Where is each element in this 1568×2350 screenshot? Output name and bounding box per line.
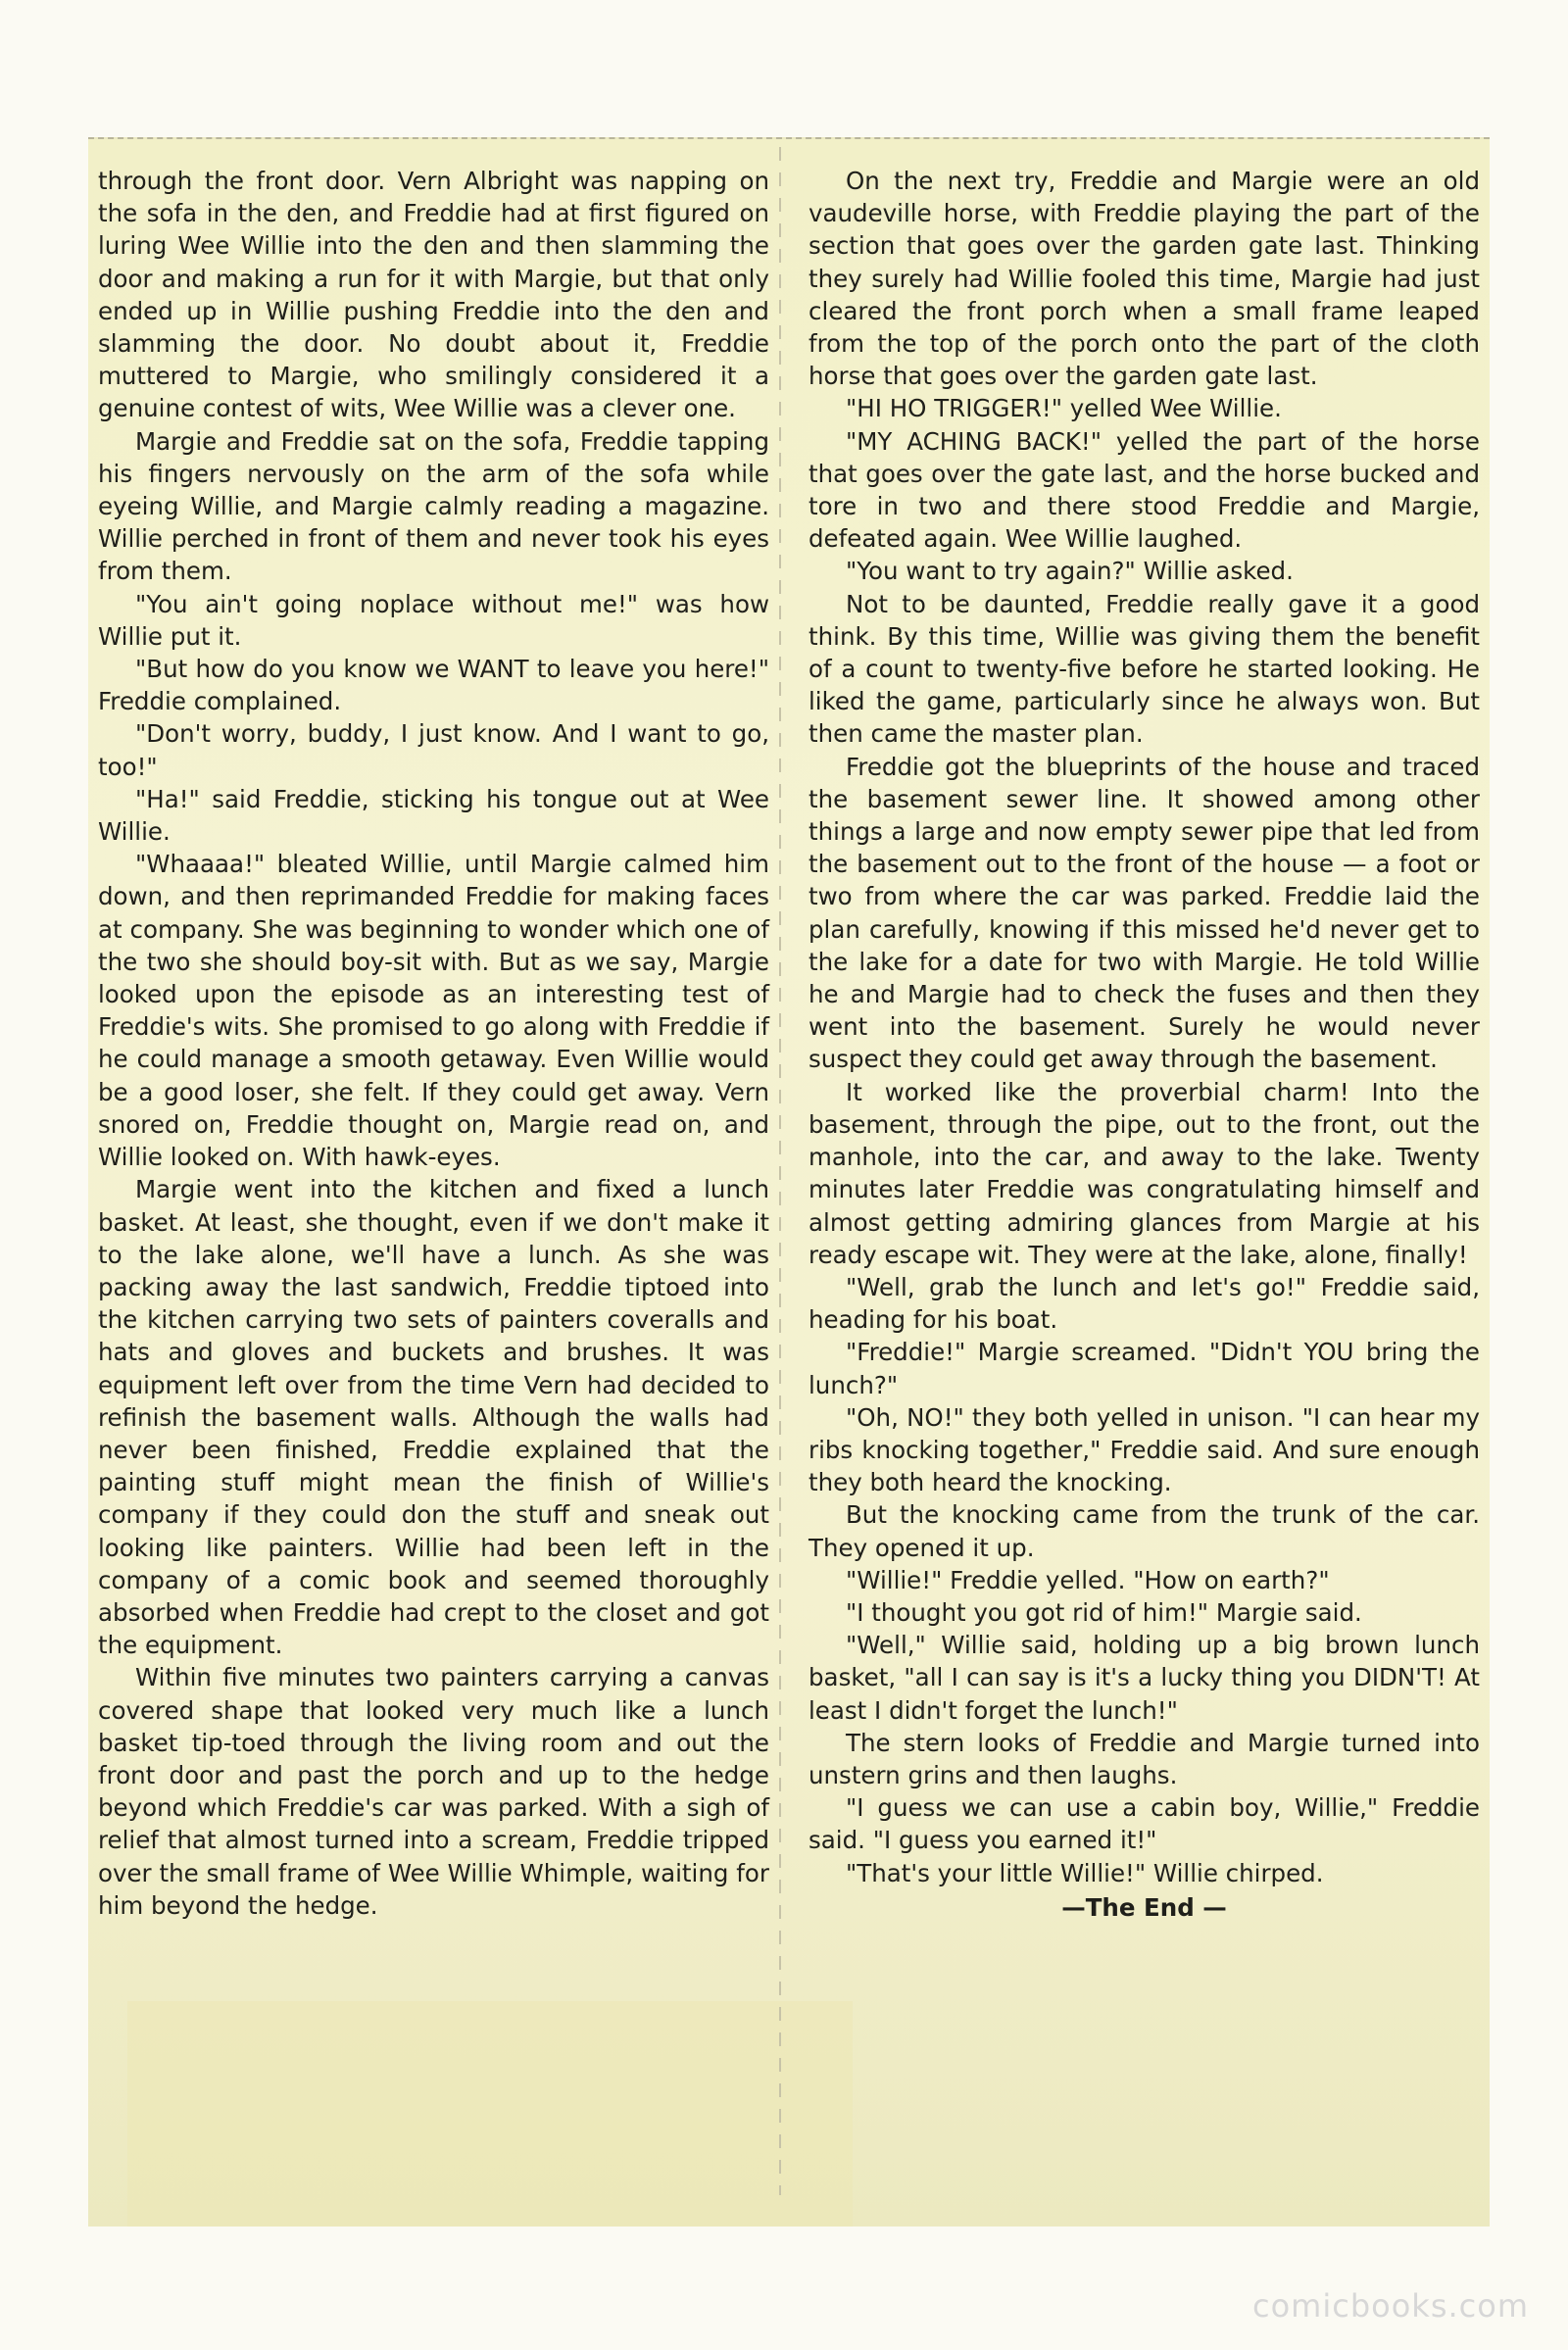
paragraph: "That's your little Willie!" Willie chirped. bbox=[846, 1858, 1324, 1887]
paragraph: "HI HO TRIGGER!" yelled Wee Willie. bbox=[846, 394, 1282, 423]
paragraph: "But how do you know we WANT to leave you here!" Freddie complained. bbox=[98, 655, 769, 716]
right-column bbox=[808, 165, 1480, 1924]
paragraph: Within five minutes two painters carrying a canvas covered shape that looked very much like a lunch basket tip-toed through the living room and out the front door and past the porch and up to the hedge beyond which Freddie's car was parked. With a sigh of relief that almost turned into a scream, Freddie tripped over the small frame of Wee Willie Whimple, waiting for him beyond the hedge. bbox=[98, 1663, 769, 1920]
paragraph: through the front door. Vern Albright was napping on the sofa in the den, and Freddie had at first figured on luring Wee Willie into the den and then slamming the door and making a run for it with Margie, but that only ended up in Willie pushing Freddie into the den and slamming the door. No doubt about it, Freddie muttered to Margie, who smilingly considered it a genuine contest of wits, Wee Willie was a clever one. bbox=[98, 167, 769, 423]
paragraph: On the next try, Freddie and Margie were an old vaudeville horse, with Freddie playing the part of the section that goes over the garden gate last. Thinking they surely had Willie fooled this time, Margie had just cleared the front porch when a small frame leaped from the top of the porch onto the part of the cloth horse that goes over the garden gate last. bbox=[808, 167, 1480, 391]
paragraph: "Ha!" said Freddie, sticking his tongue out at Wee Willie. bbox=[98, 784, 769, 847]
paragraph: "Well, grab the lunch and let's go!" Freddie said, heading for his boat. bbox=[808, 1272, 1480, 1335]
paragraph: "Willie!" Freddie yelled. "How on earth?" bbox=[846, 1565, 1330, 1594]
left-column bbox=[98, 165, 769, 1922]
paragraph: "You ain't going noplace without me!" was how Willie put it. bbox=[98, 589, 769, 651]
paragraph: Freddie got the blueprints of the house and traced the basement sewer line. It showed among other things a large and now empty sewer pipe that led from the basement out to the front of the house — a foot or two from where the car was parked. Freddie laid the plan carefully, knowing if this missed he'd never get to the lake for a date for two with Margie. He told Willie he and Margie had to check the fuses and then they went into the basement. Surely he would never suspect they could get away through the basement. bbox=[808, 752, 1480, 1074]
paragraph: "I guess we can use a cabin boy, Willie," Freddie said. "I guess you earned it!" bbox=[808, 1793, 1480, 1855]
paragraph: The stern looks of Freddie and Margie turned into unstern grins and then laughs. bbox=[808, 1728, 1480, 1789]
paragraph: "You want to try again?" Willie asked. bbox=[846, 557, 1294, 586]
watermark: comicbooks.com bbox=[1251, 2287, 1529, 2325]
paragraph: "I thought you got rid of him!" Margie said. bbox=[846, 1597, 1362, 1627]
panel-tint bbox=[127, 2001, 853, 2227]
paragraph: Margie went into the kitchen and fixed a lunch basket. At least, she thought, even if we don't make it to the lake alone, we'll have a lunch. As she was packing away the last sandwich, Freddie tiptoed into the kitchen carrying two sets of painters coveralls and hats and gloves and buckets and brushes. It was equipment left over from the time Vern had decided to refinish the basement walls. Although the walls had never been finished, Freddie explained that the painting stuff might mean the finish of Willie's company if they could don the stuff and sneak out looking like painters. Willie had been left in the company of a comic book and seemed thoroughly absorbed when Freddie had crept to the closet and got the equipment. bbox=[98, 1175, 769, 1660]
paragraph: "Oh, NO!" they both yelled in unison. "I can hear my ribs knocking together," Freddie said. And sure enough they both heard the knocking. bbox=[808, 1402, 1480, 1497]
paragraph: It worked like the proverbial charm! Into the basement, through the pipe, out to the front, out the manhole, into the car, and away to the lake. Twenty minutes later Freddie was congratulating himself and almost getting admiring glances from Margie at his ready escape wit. They were at the lake, alone, finally! bbox=[808, 1077, 1480, 1269]
paragraph: "Well," Willie said, holding up a big brown lunch basket, "all I can say is it's a lucky thing you DIDN'T! At least I didn't forget the lunch!" bbox=[808, 1631, 1480, 1725]
paragraph: "Whaaaa!" bleated Willie, until Margie calmed him down, and then reprimanded Freddie for making faces at company. She was beginning to wonder which one of the two she should boy-sit with. But as we say, Margie looked upon the episode as an interesting test of Freddie's wits. She promised to go along with Freddie if he could manage a smooth getaway. Even Willie would be a good loser, she felt. If they could get away. Vern snored on, Freddie thought on, Margie read on, and Willie looked on. With hawk-eyes. bbox=[98, 850, 769, 1172]
paragraph: "Freddie!" Margie screamed. "Didn't YOU bring the lunch?" bbox=[808, 1338, 1480, 1399]
paragraph: "MY ACHING BACK!" yelled the part of the horse that goes over the gate last, and the horse bucked and tore in two and there stood Freddie and Margie, defeated again. Wee Willie laughed. bbox=[808, 426, 1480, 554]
the-end-label: —The End — bbox=[1061, 1892, 1227, 1922]
paragraph: But the knocking came from the trunk of the car. They opened it up. bbox=[808, 1500, 1480, 1562]
column-divider bbox=[779, 147, 781, 2195]
paragraph: Margie and Freddie sat on the sofa, Freddie tapping his fingers nervously on the arm of the sofa while eyeing Willie, and Margie calmly reading a magazine. Willie perched in front of them and never took his eyes from them. bbox=[98, 426, 769, 586]
paragraph: "Don't worry, buddy, I just know. And I want to go, too!" bbox=[98, 719, 769, 781]
paragraph: Not to be daunted, Freddie really gave it a good think. By this time, Willie was giving them the benefit of a count to twenty-five before he started looking. He liked the game, particularly since he always won. But then came the master plan. bbox=[808, 589, 1480, 749]
